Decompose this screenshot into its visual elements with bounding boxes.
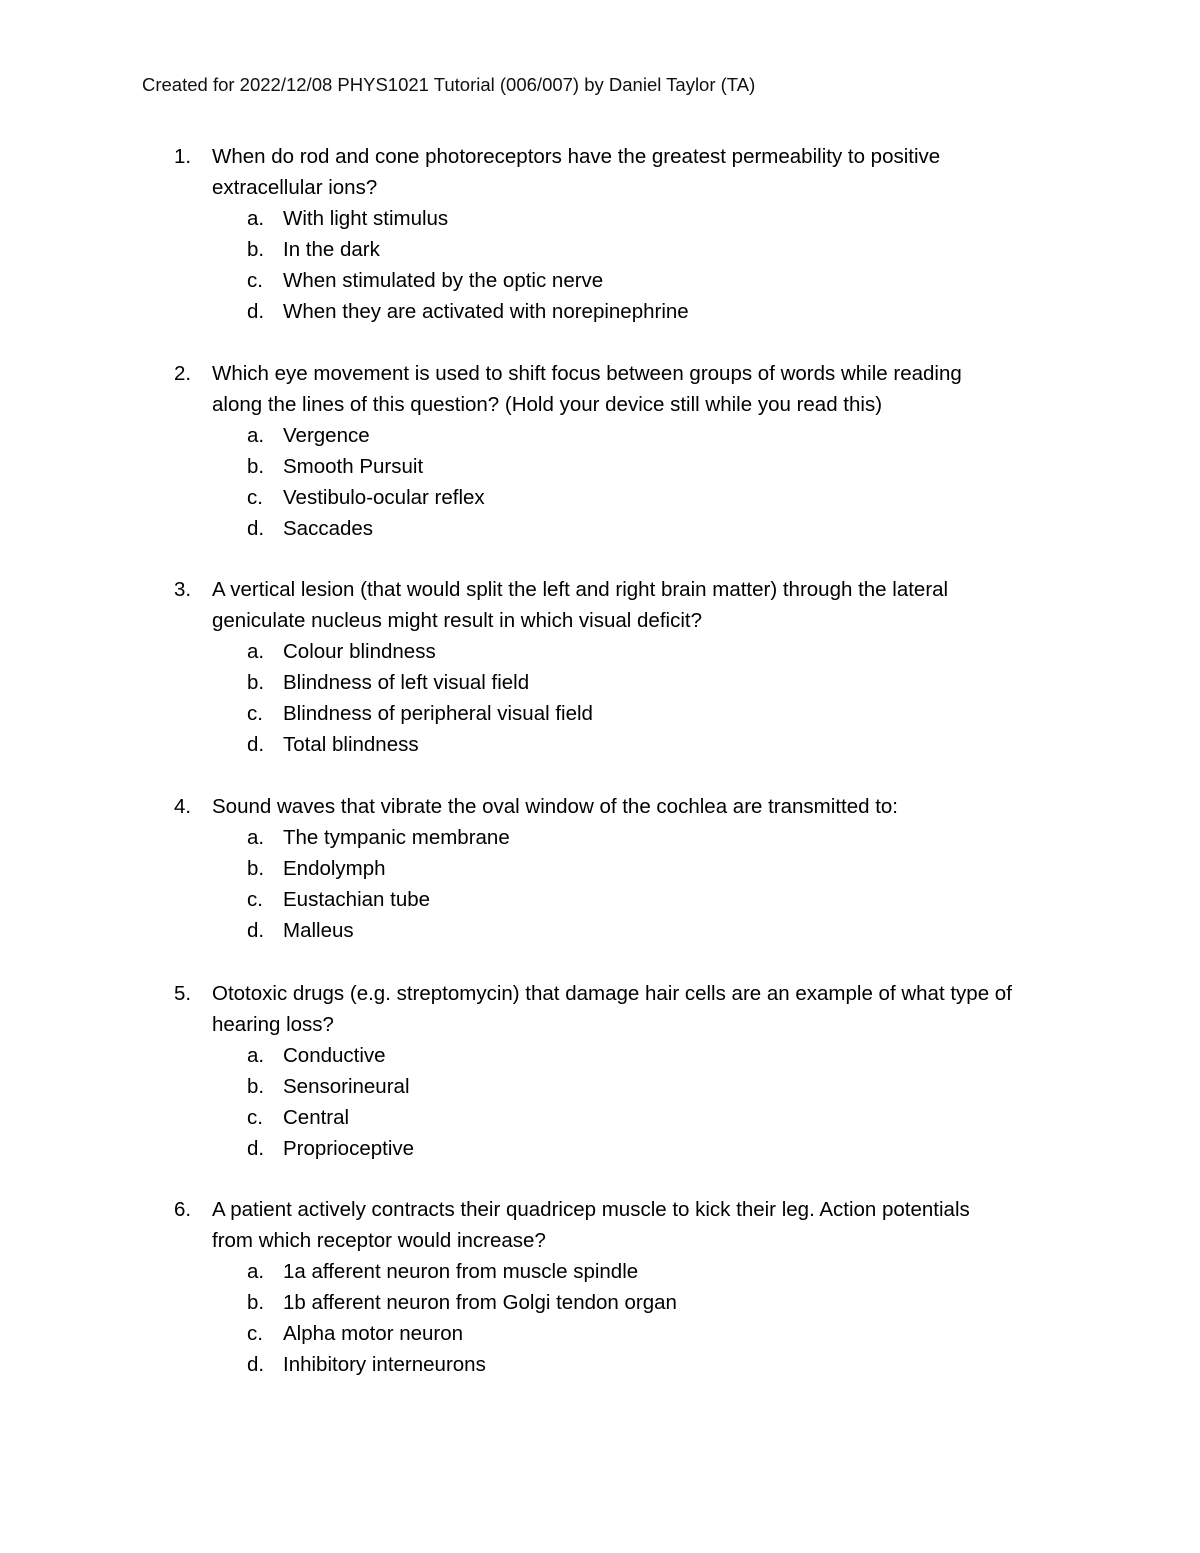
question-line: extracellular ions? — [212, 176, 378, 199]
option-letter: c. — [247, 1322, 263, 1345]
option-a — [0, 1256, 1200, 1287]
option-list — [0, 822, 1200, 946]
question-text — [212, 978, 1072, 1040]
option-letter: a. — [247, 826, 265, 849]
option-letter: b. — [247, 671, 265, 694]
question-number: 2. — [174, 362, 192, 385]
option-letter: b. — [247, 238, 265, 261]
option-letter: b. — [247, 455, 265, 478]
option-text: Smooth Pursuit — [283, 455, 424, 478]
option-letter: a. — [247, 424, 265, 447]
option-list — [0, 420, 1200, 544]
option-c — [0, 698, 1200, 729]
option-text: Sensorineural — [283, 1075, 410, 1098]
question-number: 3. — [174, 578, 192, 601]
option-text: Total blindness — [283, 733, 419, 756]
option-list — [0, 203, 1200, 327]
question-number: 1. — [174, 145, 192, 168]
option-c — [0, 265, 1200, 296]
option-text: Blindness of left visual field — [283, 671, 530, 694]
option-letter: d. — [247, 733, 265, 756]
option-text: The tympanic membrane — [283, 826, 510, 849]
option-c — [0, 1318, 1200, 1349]
option-b — [0, 667, 1200, 698]
option-text: Proprioceptive — [283, 1137, 415, 1160]
document-header: Created for 2022/12/08 PHYS1021 Tutorial (006/007) by Daniel Taylor (TA) — [142, 74, 756, 95]
option-text: Vestibulo-ocular reflex — [283, 486, 485, 509]
option-letter: c. — [247, 1106, 263, 1129]
question-line: along the lines of this question? (Hold your device still while you read this) — [212, 393, 883, 416]
option-d — [0, 729, 1200, 760]
option-a — [0, 203, 1200, 234]
option-text: Eustachian tube — [283, 888, 431, 911]
option-c — [0, 884, 1200, 915]
option-letter: a. — [247, 1044, 265, 1067]
option-c — [0, 482, 1200, 513]
option-list — [0, 636, 1200, 760]
option-text: In the dark — [283, 238, 380, 261]
option-b — [0, 1071, 1200, 1102]
option-d — [0, 296, 1200, 327]
option-text: When they are activated with norepinephrine — [283, 300, 689, 323]
option-a — [0, 420, 1200, 451]
question-line: Ototoxic drugs (e.g. streptomycin) that damage hair cells are an example of what type of — [212, 982, 1012, 1005]
option-text: Alpha motor neuron — [283, 1322, 464, 1345]
question-number: 5. — [174, 982, 192, 1005]
option-letter: d. — [247, 517, 265, 540]
option-letter: b. — [247, 1291, 265, 1314]
option-b — [0, 1287, 1200, 1318]
question-line: A patient actively contracts their quadricep muscle to kick their leg. Action potentials — [212, 1198, 970, 1221]
question-text — [212, 791, 1072, 822]
option-b — [0, 234, 1200, 265]
option-text: When stimulated by the optic nerve — [283, 269, 604, 292]
option-letter: a. — [247, 207, 265, 230]
option-text: Blindness of peripheral visual field — [283, 702, 593, 725]
question-line: geniculate nucleus might result in which visual deficit? — [212, 609, 702, 632]
option-letter: a. — [247, 640, 265, 663]
option-a — [0, 636, 1200, 667]
option-b — [0, 853, 1200, 884]
option-letter: b. — [247, 857, 265, 880]
option-c — [0, 1102, 1200, 1133]
question-text — [212, 358, 1072, 420]
option-text: Vergence — [283, 424, 370, 447]
option-text: Saccades — [283, 517, 374, 540]
option-list — [0, 1040, 1200, 1164]
option-text: 1a afferent neuron from muscle spindle — [283, 1260, 639, 1283]
option-text: Inhibitory interneurons — [283, 1353, 486, 1376]
option-letter: b. — [247, 1075, 265, 1098]
question-line: A vertical lesion (that would split the left and right brain matter) through the lateral — [212, 578, 949, 601]
option-a — [0, 1040, 1200, 1071]
question-number: 4. — [174, 795, 192, 818]
option-text: With light stimulus — [283, 207, 449, 230]
option-letter: c. — [247, 702, 263, 725]
question-line: from which receptor would increase? — [212, 1229, 546, 1252]
option-letter: d. — [247, 919, 265, 942]
option-text: Colour blindness — [283, 640, 436, 663]
option-letter: c. — [247, 486, 263, 509]
option-a — [0, 822, 1200, 853]
option-text: Conductive — [283, 1044, 386, 1067]
question-number: 6. — [174, 1198, 192, 1221]
option-letter: d. — [247, 300, 265, 323]
option-b — [0, 451, 1200, 482]
question-text — [212, 574, 1072, 636]
option-letter: d. — [247, 1137, 265, 1160]
question-line: Which eye movement is used to shift focus between groups of words while reading — [212, 362, 962, 385]
question-line: When do rod and cone photoreceptors have the greatest permeability to positive — [212, 145, 941, 168]
option-text: Endolymph — [283, 857, 386, 880]
option-letter: c. — [247, 269, 263, 292]
option-d — [0, 1133, 1200, 1164]
option-text: 1b afferent neuron from Golgi tendon organ — [283, 1291, 677, 1314]
question-text — [212, 141, 1072, 203]
option-list — [0, 1256, 1200, 1380]
question-line: Sound waves that vibrate the oval window of the cochlea are transmitted to: — [212, 795, 898, 818]
option-d — [0, 1349, 1200, 1380]
question-line: hearing loss? — [212, 1013, 334, 1036]
option-text: Central — [283, 1106, 350, 1129]
question-text — [212, 1194, 1072, 1256]
option-d — [0, 513, 1200, 544]
option-letter: c. — [247, 888, 263, 911]
option-text: Malleus — [283, 919, 354, 942]
option-letter: d. — [247, 1353, 265, 1376]
option-d — [0, 915, 1200, 946]
option-letter: a. — [247, 1260, 265, 1283]
